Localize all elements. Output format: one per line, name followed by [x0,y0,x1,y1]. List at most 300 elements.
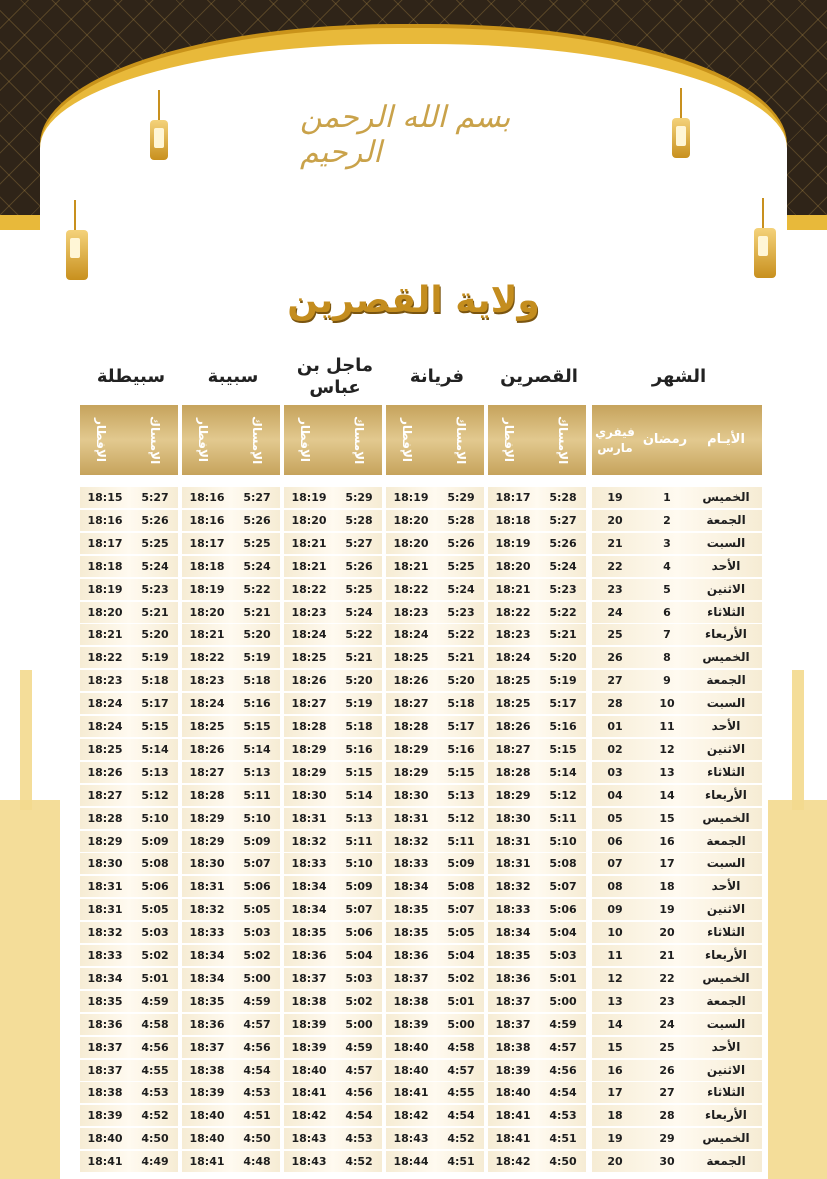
imsak-time-cell: 5:18 [345,720,373,733]
ramadan-day-cell: 25 [659,1040,675,1054]
table-row [80,532,762,555]
imsak-time-cell: 4:59 [549,1017,577,1031]
imsak-time-cell: 5:22 [243,582,271,596]
iftar-time-cell: 18:31 [495,857,531,871]
iftar-time-cell: 18:30 [189,857,225,871]
imsak-time-cell: 5:06 [243,880,271,894]
imsak-time-cell: 4:50 [549,1155,577,1169]
day-cell: الثلاثاء [707,764,745,779]
day-cell: الأربعاء [705,627,747,642]
iftar-time-cell: 18:34 [291,880,327,894]
imsak-time-cell: 5:19 [345,697,373,711]
day-cell: الجمعة [706,673,746,688]
table-row [80,1104,762,1127]
day-cell: الجمعة [706,993,746,1008]
ramadan-day-cell: 9 [663,674,671,688]
imsak-time-cell: 5:24 [549,559,577,573]
table-row [80,852,762,875]
iftar-time-cell: 18:16 [189,491,225,504]
imsak-time-cell: 5:07 [447,903,475,917]
imsak-time-cell: 5:06 [345,926,373,940]
imsak-time-cell: 5:11 [345,834,373,848]
gregorian-day-cell: 02 [607,742,623,756]
imsak-time-cell: 5:24 [447,582,475,596]
imsak-time-cell: 5:15 [549,742,577,756]
imsak-time-cell: 4:54 [549,1086,577,1100]
iftar-time-cell: 18:21 [291,536,327,550]
imsak-time-cell: 5:11 [243,788,271,802]
imsak-time-cell: 5:04 [447,949,475,962]
table-row [80,967,762,990]
day-cell: الثلاثاء [707,1085,745,1100]
iftar-time-cell: 18:35 [393,926,429,940]
imsak-time-cell: 5:28 [447,513,475,527]
iftar-label: الإفطار [196,417,210,462]
iftar-time-cell: 18:35 [291,926,327,940]
city-header: ماجل بن عباس [296,355,374,398]
iftar-time-cell: 18:34 [495,926,531,940]
ramadan-day-cell: 2 [663,513,671,527]
iftar-time-cell: 18:42 [393,1109,429,1123]
day-cell: السبت [706,1016,746,1031]
imsak-time-cell: 5:05 [447,926,475,940]
left-minaret [0,800,60,1179]
table-row [80,555,762,578]
imsak-time-cell: 5:16 [447,742,475,756]
gregorian-day-cell: 14 [607,1017,623,1031]
imsak-time-cell: 4:56 [345,1086,373,1100]
ramadan-day-cell: 23 [659,994,675,1008]
iftar-time-cell: 18:25 [495,697,531,711]
iftar-time-cell: 18:35 [393,903,429,917]
imsak-time-cell: 5:28 [345,513,373,527]
ramadan-day-cell: 24 [659,1017,675,1031]
iftar-time-cell: 18:39 [291,1017,327,1031]
imsak-time-cell: 5:17 [549,697,577,711]
iftar-time-cell: 18:37 [189,1040,225,1054]
table-row [80,623,762,646]
imsak-time-cell: 5:12 [447,811,475,825]
iftar-time-cell: 18:28 [189,788,225,802]
imsak-time-cell: 4:53 [549,1109,577,1123]
imsak-time-cell: 5:25 [447,559,475,573]
iftar-time-cell: 18:29 [495,788,531,802]
iftar-time-cell: 18:22 [291,582,327,596]
gregorian-day-cell: 20 [607,513,623,527]
iftar-time-cell: 18:37 [291,971,327,985]
imsak-time-cell: 5:27 [345,536,373,550]
iftar-time-cell: 18:16 [189,513,225,527]
imsak-time-cell: 5:21 [345,651,373,665]
gregorian-day-cell: 21 [607,536,623,550]
iftar-time-cell: 18:34 [87,971,123,985]
imsak-time-cell: 5:26 [447,536,475,550]
imsak-time-cell: 4:59 [243,994,271,1008]
iftar-time-cell: 18:19 [291,491,327,504]
imsak-time-cell: 4:50 [243,1132,271,1146]
iftar-time-cell: 18:19 [189,582,225,596]
month-header: الشهر [651,366,707,387]
imsak-time-cell: 4:53 [345,1132,373,1146]
imsak-time-cell: 5:05 [141,903,169,917]
imsak-time-cell: 5:25 [345,582,373,596]
iftar-label: الإفطار [400,417,414,462]
imsak-time-cell: 5:24 [345,605,373,619]
iftar-time-cell: 18:28 [495,765,531,779]
table-row [80,578,762,601]
ramadan-day-cell: 16 [659,834,675,848]
table-row [80,646,762,669]
iftar-time-cell: 18:24 [87,720,123,733]
iftar-time-cell: 18:41 [291,1086,327,1100]
table-row [80,990,762,1013]
day-cell: الخميس [702,650,750,665]
iftar-time-cell: 18:41 [495,1132,531,1146]
ramadan-day-cell: 8 [663,651,671,665]
imsak-time-cell: 4:55 [447,1086,475,1100]
iftar-time-cell: 18:32 [189,903,225,917]
ramadan-day-cell: 29 [659,1132,675,1146]
imsak-time-cell: 4:53 [141,1086,169,1100]
imsak-time-cell: 5:02 [345,994,373,1008]
iftar-time-cell: 18:20 [291,513,327,527]
imsak-time-cell: 5:26 [549,536,577,550]
iftar-time-cell: 18:17 [495,491,531,504]
gregorian-day-cell: 07 [607,857,623,871]
iftar-time-cell: 18:31 [495,834,531,848]
imsak-time-cell: 5:13 [141,765,169,779]
ramadan-day-cell: 12 [659,742,675,756]
iftar-time-cell: 18:20 [87,605,123,619]
day-cell: الجمعة [706,833,746,848]
ramadan-day-cell: 27 [659,1086,675,1100]
ramadan-day-cell: 19 [659,903,675,917]
iftar-time-cell: 18:36 [87,1017,123,1031]
ramadan-day-cell: 7 [663,628,671,642]
iftar-time-cell: 18:34 [189,949,225,962]
imsak-time-cell: 5:03 [345,971,373,985]
imsak-time-cell: 5:18 [141,674,169,688]
iftar-time-cell: 18:24 [87,697,123,711]
imsak-time-cell: 5:00 [447,1017,475,1031]
iftar-time-cell: 18:31 [189,880,225,894]
iftar-time-cell: 18:31 [87,880,123,894]
imsak-time-cell: 5:14 [549,765,577,779]
table-row [80,898,762,921]
imsak-time-cell: 5:24 [141,559,169,573]
day-cell: الاثنين [706,1062,746,1077]
imsak-time-cell: 5:22 [345,628,373,642]
imsak-time-cell: 4:54 [243,1063,271,1077]
iftar-time-cell: 18:39 [189,1086,225,1100]
iftar-time-cell: 18:41 [495,1109,531,1123]
gregorian-day-cell: 25 [607,628,623,642]
table-row [80,1013,762,1036]
imsak-time-cell: 5:20 [447,674,475,688]
iftar-time-cell: 18:35 [87,994,123,1008]
iftar-time-cell: 18:40 [189,1132,225,1146]
city-header: فريانة [409,366,465,387]
iftar-time-cell: 18:37 [87,1040,123,1054]
imsak-time-cell: 5:26 [243,513,271,527]
iftar-time-cell: 18:38 [495,1040,531,1054]
ramadan-day-cell: 26 [659,1063,675,1077]
lantern-icon [754,228,776,278]
ramadan-day-cell: 13 [659,765,675,779]
iftar-time-cell: 18:26 [87,765,123,779]
iftar-time-cell: 18:36 [495,971,531,985]
day-cell: الخميس [702,970,750,985]
imsak-time-cell: 4:54 [345,1109,373,1123]
iftar-time-cell: 18:21 [189,628,225,642]
iftar-time-cell: 18:28 [291,720,327,733]
day-cell: السبت [706,535,746,550]
imsak-time-cell: 5:07 [549,880,577,894]
iftar-time-cell: 18:29 [189,811,225,825]
imsak-time-cell: 5:06 [549,903,577,917]
iftar-time-cell: 18:39 [393,1017,429,1031]
iftar-time-cell: 18:22 [87,651,123,665]
imsak-time-cell: 5:03 [549,949,577,962]
gregorian-day-cell: 19 [607,491,623,504]
table-row [80,1036,762,1059]
basmala: بسم الله الرحمن الرحيم [300,100,511,170]
iftar-time-cell: 18:40 [87,1132,123,1146]
imsak-time-cell: 4:51 [549,1132,577,1146]
iftar-time-cell: 18:41 [393,1086,429,1100]
imsak-time-cell: 5:10 [345,857,373,871]
table-row [80,1150,762,1173]
imsak-time-cell: 5:27 [141,491,169,504]
imsak-time-cell: 4:52 [447,1132,475,1146]
day-cell: الأربعاء [705,787,747,802]
iftar-time-cell: 18:38 [189,1063,225,1077]
imsak-time-cell: 5:02 [447,971,475,985]
imsak-time-cell: 5:13 [447,788,475,802]
gregorian-day-cell: 13 [607,994,623,1008]
imsak-time-cell: 5:09 [141,834,169,848]
day-cell: الأحد [711,558,741,573]
iftar-time-cell: 18:39 [87,1109,123,1123]
imsak-time-cell: 5:20 [141,628,169,642]
iftar-time-cell: 18:29 [87,834,123,848]
imsak-time-cell: 5:02 [243,949,271,962]
iftar-time-cell: 18:18 [495,513,531,527]
imsak-time-cell: 5:07 [243,857,271,871]
iftar-time-cell: 18:25 [189,720,225,733]
iftar-time-cell: 18:34 [189,971,225,985]
iftar-time-cell: 18:37 [495,1017,531,1031]
iftar-time-cell: 18:17 [87,536,123,550]
imsak-time-cell: 5:11 [447,834,475,848]
iftar-time-cell: 18:35 [495,949,531,962]
day-cell: الخميس [702,1131,750,1146]
iftar-time-cell: 18:40 [393,1063,429,1077]
ramadan-day-cell: 17 [659,857,675,871]
iftar-time-cell: 18:37 [495,994,531,1008]
iftar-time-cell: 18:32 [291,834,327,848]
imsak-time-cell: 5:22 [447,628,475,642]
imsak-time-cell: 5:20 [345,674,373,688]
iftar-time-cell: 18:23 [87,674,123,688]
imsak-time-cell: 5:26 [345,559,373,573]
gregorian-day-cell: 24 [607,605,623,619]
imsak-time-cell: 5:15 [345,765,373,779]
iftar-time-cell: 18:21 [393,559,429,573]
iftar-time-cell: 18:24 [291,628,327,642]
ramadan-day-cell: 1 [663,491,671,504]
imsak-time-cell: 5:10 [141,811,169,825]
iftar-time-cell: 18:23 [291,605,327,619]
iftar-time-cell: 18:34 [393,880,429,894]
imsak-time-cell: 4:57 [549,1040,577,1054]
city-header: سبيطلة [96,366,166,387]
day-cell: الأحد [711,1039,741,1054]
gregorian-day-cell: 26 [607,651,623,665]
gregorian-day-cell: 27 [607,674,623,688]
ramadan-day-cell: 22 [659,971,675,985]
table-row [80,1059,762,1082]
gregorian-label: فيفري مارس [595,425,635,455]
gregorian-day-cell: 23 [607,582,623,596]
iftar-time-cell: 18:42 [495,1155,531,1169]
iftar-time-cell: 18:16 [87,513,123,527]
iftar-time-cell: 18:15 [87,491,123,504]
imsak-time-cell: 5:12 [141,788,169,802]
iftar-time-cell: 18:44 [393,1155,429,1169]
iftar-time-cell: 18:37 [87,1063,123,1077]
iftar-time-cell: 18:29 [291,765,327,779]
table-row [80,1081,762,1104]
iftar-time-cell: 18:41 [189,1155,225,1169]
iftar-time-cell: 18:23 [393,605,429,619]
iftar-time-cell: 18:25 [291,651,327,665]
gregorian-day-cell: 16 [607,1063,623,1077]
lantern-icon [66,230,88,280]
gregorian-day-cell: 11 [607,949,623,962]
table-row [80,669,762,692]
imsak-time-cell: 5:04 [345,949,373,962]
iftar-time-cell: 18:24 [189,697,225,711]
iftar-time-cell: 18:27 [189,765,225,779]
iftar-time-cell: 18:34 [291,903,327,917]
imsak-time-cell: 5:15 [447,765,475,779]
iftar-time-cell: 18:22 [189,651,225,665]
gregorian-day-cell: 18 [607,1109,623,1123]
iftar-time-cell: 18:36 [393,949,429,962]
iftar-time-cell: 18:21 [87,628,123,642]
imsak-time-cell: 5:19 [549,674,577,688]
lantern-icon [150,120,168,160]
imsak-time-cell: 5:21 [141,605,169,619]
iftar-time-cell: 18:39 [291,1040,327,1054]
imsak-time-cell: 5:00 [243,971,271,985]
iftar-time-cell: 18:26 [393,674,429,688]
iftar-time-cell: 18:38 [291,994,327,1008]
day-cell: الثلاثاء [707,604,745,619]
iftar-time-cell: 18:19 [495,536,531,550]
left-minaret-spire [20,670,32,810]
imsak-time-cell: 4:56 [243,1040,271,1054]
imsak-time-cell: 5:16 [549,720,577,733]
imsak-time-cell: 5:15 [243,720,271,733]
iftar-time-cell: 18:20 [189,605,225,619]
iftar-time-cell: 18:26 [291,674,327,688]
iftar-time-cell: 18:41 [87,1155,123,1169]
iftar-time-cell: 18:32 [495,880,531,894]
iftar-time-cell: 18:36 [189,1017,225,1031]
imsak-time-cell: 4:59 [345,1040,373,1054]
imsak-time-cell: 4:50 [141,1132,169,1146]
iftar-time-cell: 18:27 [291,697,327,711]
iftar-time-cell: 18:40 [393,1040,429,1054]
table-row [80,601,762,624]
imsak-time-cell: 5:18 [243,674,271,688]
iftar-time-cell: 18:35 [189,994,225,1008]
ramadan-day-cell: 14 [659,788,675,802]
iftar-time-cell: 18:43 [291,1155,327,1169]
imsak-time-cell: 5:21 [243,605,271,619]
imsak-time-cell: 5:09 [243,834,271,848]
day-cell: الأحد [711,879,741,894]
iftar-time-cell: 18:43 [393,1132,429,1146]
imsak-time-cell: 5:14 [141,742,169,756]
iftar-time-cell: 18:19 [393,491,429,504]
iftar-time-cell: 18:28 [393,720,429,733]
table-row [80,486,762,509]
iftar-time-cell: 18:43 [291,1132,327,1146]
gregorian-day-cell: 06 [607,834,623,848]
imsak-time-cell: 5:23 [141,582,169,596]
day-cell: الأربعاء [705,948,747,962]
imsak-time-cell: 4:58 [141,1017,169,1031]
ramadan-day-cell: 10 [659,697,675,711]
iftar-time-cell: 18:32 [87,926,123,940]
iftar-time-cell: 18:33 [291,857,327,871]
imsak-time-cell: 5:06 [141,880,169,894]
iftar-label: الإفطار [94,417,108,462]
imsak-time-cell: 5:25 [141,536,169,550]
imsak-time-cell: 5:16 [243,697,271,711]
imsak-time-cell: 5:14 [243,742,271,756]
gregorian-day-cell: 17 [607,1086,623,1100]
imsak-time-cell: 5:13 [345,811,373,825]
gregorian-day-cell: 08 [607,880,623,894]
iftar-time-cell: 18:27 [393,697,429,711]
imsak-time-cell: 4:51 [243,1109,271,1123]
imsak-time-cell: 5:00 [345,1017,373,1031]
ramadan-day-cell: 4 [663,559,671,573]
imsak-time-cell: 4:49 [141,1155,169,1169]
iftar-time-cell: 18:17 [189,536,225,550]
day-cell: السبت [706,856,746,871]
imsak-time-cell: 5:21 [549,628,577,642]
imsak-time-cell: 5:01 [549,971,577,985]
iftar-time-cell: 18:25 [393,651,429,665]
ramadan-day-cell: 30 [659,1155,675,1169]
iftar-time-cell: 18:31 [87,903,123,917]
gregorian-day-cell: 28 [607,697,623,711]
iftar-time-cell: 18:26 [495,720,531,733]
imsak-time-cell: 5:01 [141,971,169,985]
iftar-time-cell: 18:19 [87,582,123,596]
imsak-time-cell: 5:24 [243,559,271,573]
iftar-time-cell: 18:23 [495,628,531,642]
day-cell: الجمعة [706,512,746,527]
table-row [80,944,762,967]
table-row [80,738,762,761]
gregorian-day-cell: 19 [607,1132,623,1146]
